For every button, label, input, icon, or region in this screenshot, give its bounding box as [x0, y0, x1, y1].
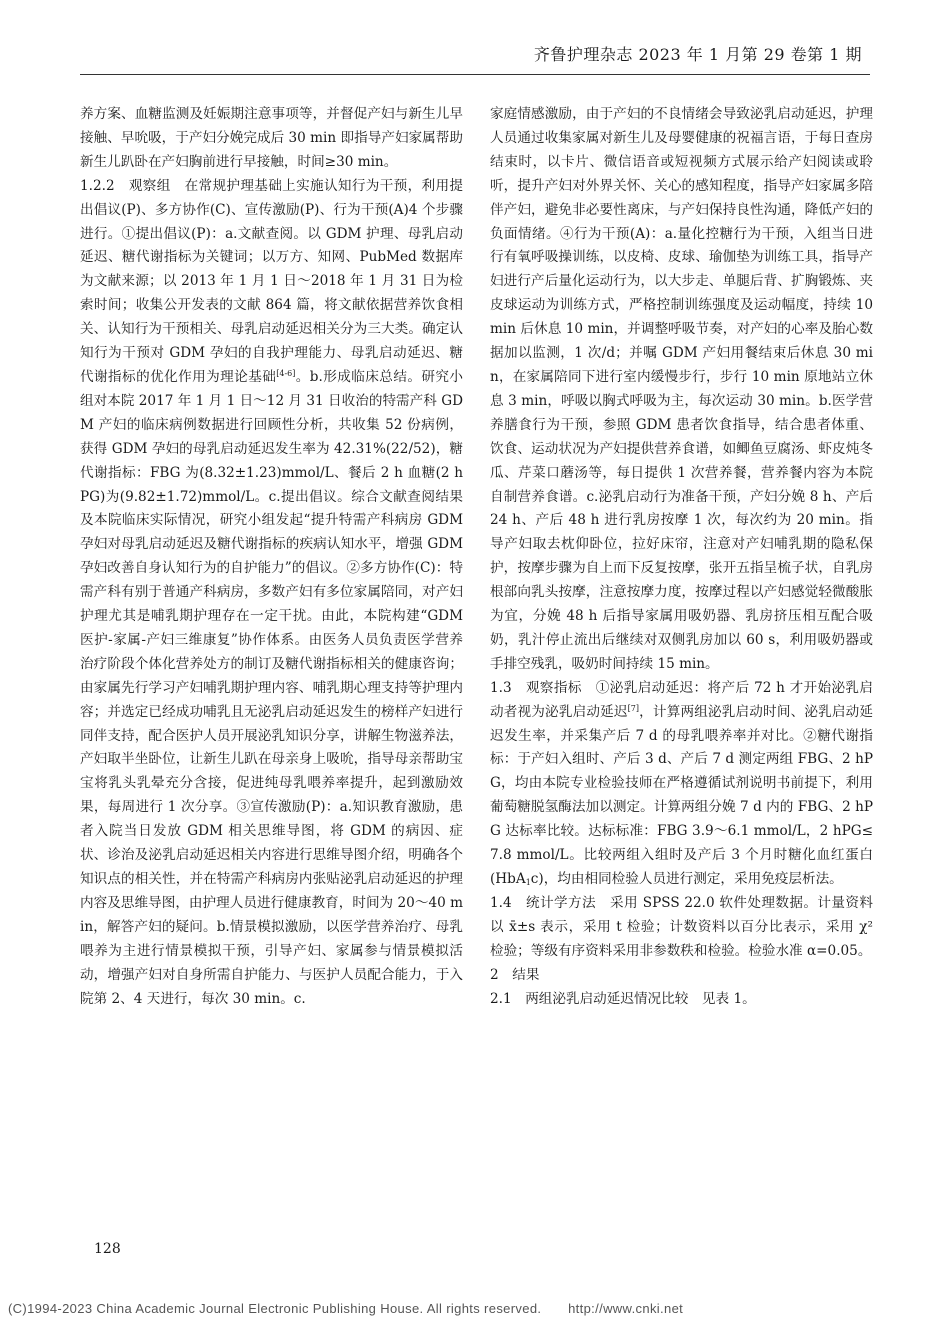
- page-number: 128: [94, 1241, 121, 1257]
- citation: [4-6]: [276, 368, 296, 378]
- header-rule: [80, 74, 870, 75]
- section-1-2-2: 1.2.2 观察组 在常规护理基础上实施认知行为干预，利用提出倡议(P)、多方协作(C)、宣传激励(P)、行为干预(A)4 个步骤进行。①提出倡议(P)：a.文献查阅。以 GDM 护理、母乳启动延迟、糖代谢指标为关键词；以万方、知网、PubMed 数据库为文献来源；以 2013 年 1 月 1 日～2018 年 1 月 31 日为检索时间；收集公开发表的文献 864 篇，将文献依据营养饮食相关、认知行为干预相关、母乳启动延迟相关分为三大类。确定认知行为干预对 GDM 孕妇的自我护理能力、母乳启动延迟、糖代谢指标的优化作用为理论基础[4-6]。b.形成临床总结。研究小组对本院 2017 年 1 月 1 日～12 月 31 日收治的特需产科 GDM 产妇的临床病例数据进行回顾性分析，共收集 52 份病例，获得 GDM 孕妇的母乳启动延迟发生率为 42.31%(22/52)，糖代谢指标：FBG 为(8.32±1.23)mmol/L、餐后 2 h 血糖(2 hPG)为(9.82±1.72)mmol/L。c.提出倡议。综合文献查阅结果及本院临床实际情况，研究小组发起“提升特需产科病房 GDM 孕妇对母乳启动延迟及糖代谢指标的疾病认知水平，增强 GDM 孕妇改善自身认知行为的自护能力”的倡议。②多方协作(C)：特需产科有别于普通产科病房，多数产妇有多位家属陪同，对产妇护理尤其是哺乳期护理存在一定干扰。由此，本院构建“GDM 医护-家属-产妇三维康复”协作体系。由医务人员负责医学营养治疗阶段个体化营养处方的制订及糖代谢指标相关的健康咨询；由家属先行学习产妇哺乳期护理内容、哺乳期心理支持等护理内容；并选定已经成功哺乳且无泌乳启动延迟发生的榜样产妇进行同伴支持，配合医护人员开展泌乳知识分享，讲解生物滋养法，产妇取半坐卧位，让新生儿趴在母亲身上吸吮，指导母亲帮助宝宝将乳头乳晕充分含接，促进纯母乳喂养率提升，起到激励效果，每周进行 1 次分享。③宣传激励(P)：a.知识教育激励，患者入院当日发放 GDM 相关思维导图，将 GDM 的病因、症状、诊治及泌乳启动延迟相关内容进行思维导图介绍，明确各个知识点的相关性，并在特需产科病房内张贴泌乳启动延迟的护理内容及思维导图，由护理人员进行健康教育，时间为 20～40 min，解答产妇的疑问。b.情景模拟激励，以医学营养治疗、母乳喂养为主进行情景模拟干预，引导产妇、家属参与情景模拟活动，增强产妇对自身所需自护能力、与医护人员配合能力，于入院第 2、4 天进行，每次 30 min。c.: [80, 177, 463, 1007]
- paragraph: 家庭情感激励，由于产妇的不良情绪会导致泌乳启动延迟，护理人员通过收集家属对新生儿及母婴健康的祝福言语，于每日查房结束时，以卡片、微信语音或短视频方式展示给产妇阅读或聆听，提升产妇对外界关怀、关心的感知程度，指导产妇家属多陪伴产妇，避免非必要性离床，与产妇保持良性沟通，降低产妇的负面情绪。④行为干预(A)：a.量化控糖行为干预，入组当日进行有氧呼吸操训练，以皮椅、皮球、瑜伽垫为训练工具，指导产妇进行产后量化运动行为，以大步走、单腿后背、扩胸锻炼、夹皮球运动为训练方式，严格控制训练强度及运动幅度，持续 10 min 后休息 10 min，并调整呼吸节奏，对产妇的心率及胎心数据加以监测，1 次/d；并嘱 GDM 产妇用餐结束后休息 30 min，在家属陪同下进行室内缓慢步行，步行 10 min 原地站立休息 3 min，呼吸以胸式呼吸为主，每次运动 30 min。b.医学营养膳食行为干预，参照 GDM 患者饮食指导，结合患者体重、饮食、运动状况为产妇提供营养食谱，如鲫鱼豆腐汤、虾皮炖冬瓜、芹菜口蘑汤等，每日提供 1 次营养餐，营养餐内容为本院自制营养食谱。c.泌乳启动行为准备干预，产妇分娩 8 h、产后 24 h、产后 48 h 进行乳房按摩 1 次，每次约为 20 min。指导产妇取去枕仰卧位，拉好床帘，注意对产妇哺乳期的隐私保护，按摩步骤为自上而下反复按摩，张开五指呈梳子状，自乳房根部向乳头按摩，注意按摩力度，按摩过程以产妇感觉轻微酸胀为宜，分娩 48 h 后指导家属用吸奶器、乳房挤压相互配合吸奶，乳汁停止流出后继续对双侧乳房加以 60 s，利用吸奶器或手排空残乳，吸奶时间持续 15 min。: [490, 106, 873, 672]
- citation: [7]: [627, 703, 639, 713]
- right-column: [490, 103, 873, 1011]
- section-1-4: 1.4 统计学方法 采用 SPSS 22.0 软件处理数据。计量资料以 x̄±s 表示，采用 t 检验；计数资料以百分比表示，采用 χ² 检验；等级有序资料采用非参数秩和检验。检验水准 α=0.05。: [490, 894, 873, 959]
- section-2-1: 2.1 两组泌乳启动延迟情况比较 见表 1。: [490, 990, 756, 1007]
- journal-header: 齐鲁护理杂志 2023 年 1 月第 29 卷第 1 期: [533, 45, 862, 64]
- copyright-footer: (C)1994-2023 China Academic Journal Electronic Publishing House. All rights reserved. http://www.cnki.net: [8, 1301, 684, 1316]
- left-column: [80, 103, 463, 1011]
- section-2-heading: 2 结果: [490, 966, 540, 983]
- section-1-3: 1.3 观察指标 ①泌乳启动延迟：将产后 72 h 才开始泌乳启动者视为泌乳启动延迟[7]，计算两组泌乳启动时间、泌乳启动延迟发生率，并采集产后 7 d 的母乳喂养率并对比。②糖代谢指标：于产妇入组时、产后 3 d、产后 7 d 测定两组 FBG、2 hPG，均由本院专业检验技师在严格遵循试剂说明书前提下，利用葡萄糖脱氢酶法加以测定。计算两组分娩 7 d 内的 FBG、2 hPG 达标率比较。达标标准：FBG 3.9～6.1 mmol/L，2 hPG≤7.8 mmol/L。比较两组入组时及产后 3 个月时糖化血红蛋白(HbA$_1$c)，均由相同检验人员进行测定，采用免疫层析法。: [490, 679, 874, 887]
- paragraph: 养方案、血糖监测及妊娠期注意事项等，并督促产妇与新生儿早接触、早吮吸，于产妇分娩完成后 30 min 即指导产妇家属帮助新生儿趴卧在产妇胸前进行早接触，时间≥30 min。: [80, 106, 463, 170]
